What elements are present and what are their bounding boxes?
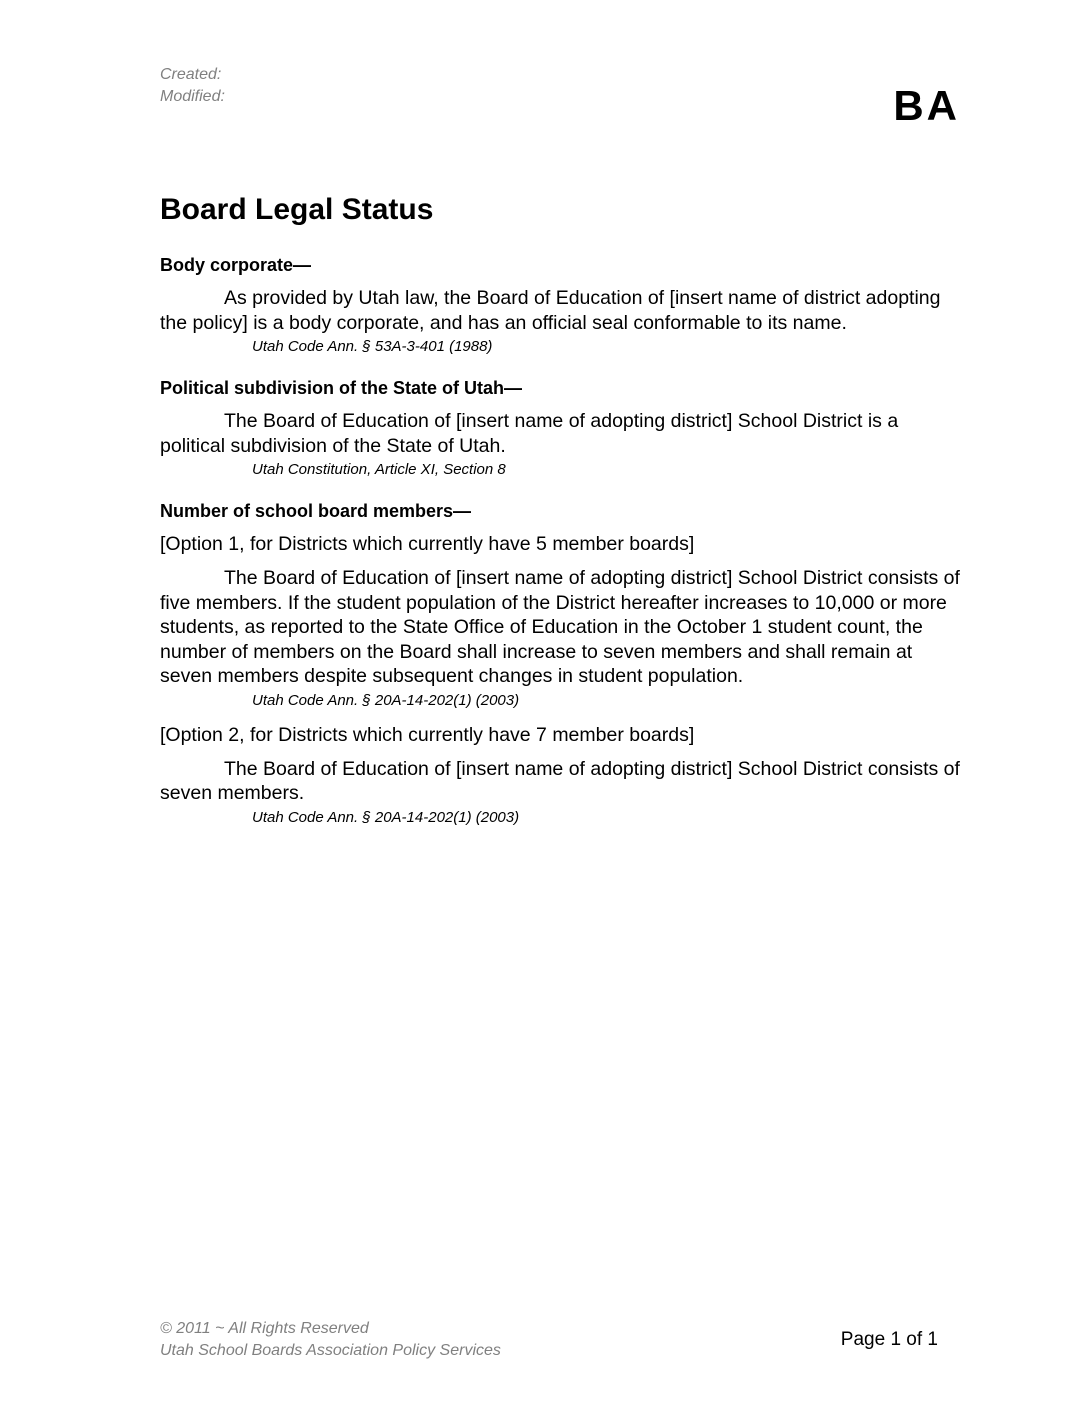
option-paragraph: The Board of Education of [insert name of adopting district] School District consists of seven members. bbox=[160, 757, 960, 804]
legal-citation: Utah Code Ann. § 53A-3-401 (1988) bbox=[252, 338, 493, 355]
footer-copyright-block bbox=[160, 1318, 501, 1362]
section-paragraph: The Board of Education of [insert name of adopting district] School District is a political subdivision of the State of Utah. bbox=[160, 410, 899, 457]
option-block bbox=[160, 723, 965, 828]
option-label: [Option 2, for Districts which currently have 7 member boards] bbox=[160, 723, 695, 746]
document-meta bbox=[160, 64, 225, 108]
section-body-corporate bbox=[160, 254, 965, 357]
section-heading: Body corporate— bbox=[160, 255, 312, 275]
modified-label: Modified: bbox=[160, 88, 225, 105]
page-title: Board Legal Status bbox=[160, 193, 434, 226]
option-paragraph: The Board of Education of [insert name of adopting district] School District consists of five members. If the student population of the District hereafter increases to 10,000 or more students, as reported to the State Office of Education in the October 1 student count, the number of members on the Board shall increase to seven members and shall remain at seven members despite subsequent changes in student population. bbox=[160, 567, 960, 687]
legal-citation: Utah Code Ann. § 20A-14-202(1) (2003) bbox=[252, 691, 520, 709]
copyright-text: © 2011 ~ All Rights Reserved bbox=[160, 1320, 369, 1337]
legal-citation: Utah Code Ann. § 20A-14-202(1) (2003) bbox=[252, 808, 520, 826]
page-number: Page 1 of 1 bbox=[840, 1329, 938, 1350]
section-political-subdivision bbox=[160, 377, 965, 480]
legal-citation: Utah Constitution, Article XI, Section 8 bbox=[252, 461, 506, 478]
organization-text: Utah School Boards Association Policy Services bbox=[160, 1342, 501, 1359]
option-block bbox=[160, 532, 965, 711]
option-label: [Option 1, for Districts which currently have 5 member boards] bbox=[160, 533, 695, 555]
section-heading: Number of school board members— bbox=[160, 501, 472, 521]
created-label: Created: bbox=[160, 66, 222, 83]
section-paragraph: As provided by Utah law, the Board of Education of [insert name of district adopting the policy] is a body corporate, and has an official seal conformable to its name. bbox=[160, 287, 941, 334]
document-body bbox=[160, 190, 965, 828]
section-heading: Political subdivision of the State of Utah— bbox=[160, 378, 523, 398]
section-board-members bbox=[160, 500, 965, 828]
policy-code: BA bbox=[893, 82, 960, 129]
